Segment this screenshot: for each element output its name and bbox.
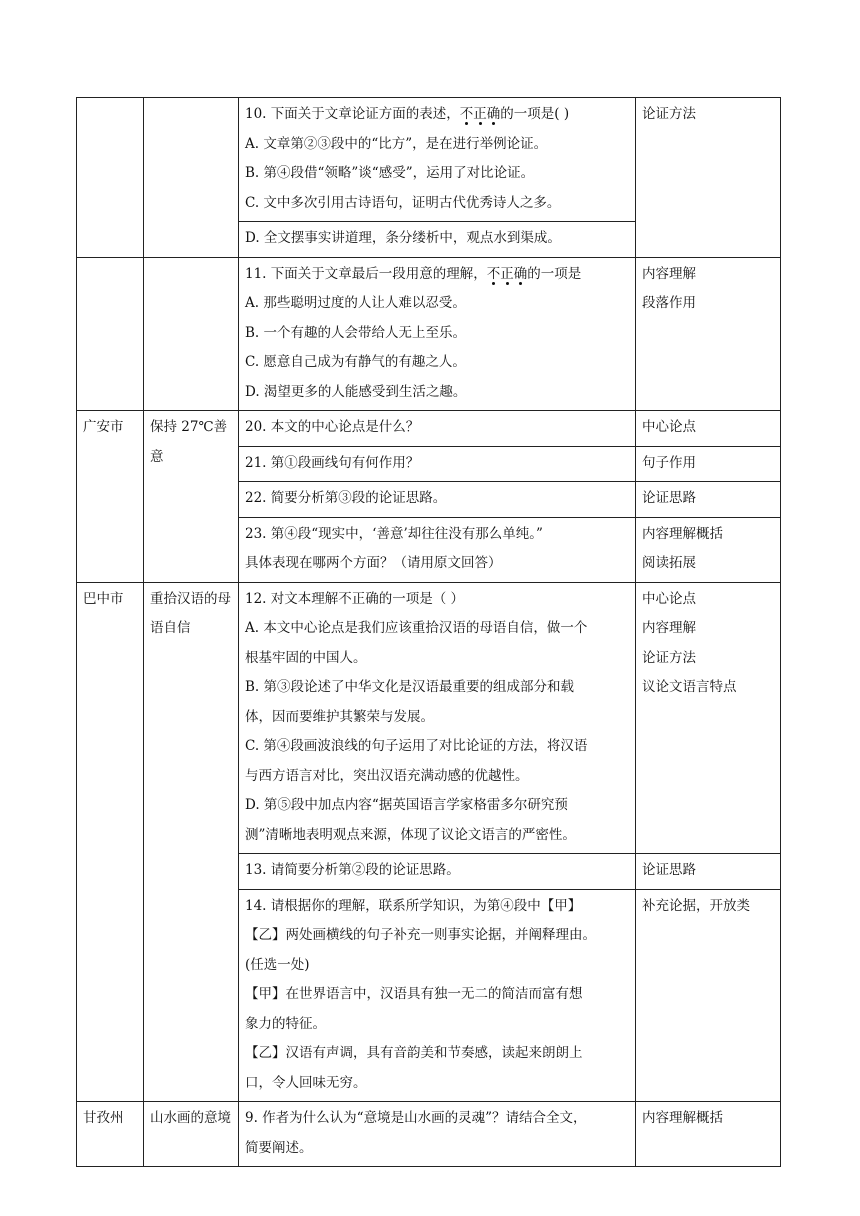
question-cell — [239, 446, 636, 482]
table-row — [77, 411, 781, 447]
city-cell: 广安市 — [77, 411, 144, 583]
skill-tag: 议论文语言特点 — [642, 679, 737, 695]
emphasis-dotted-text: 不正确 — [486, 265, 528, 282]
tag-cell — [636, 854, 781, 890]
tag-cell — [636, 446, 781, 482]
question-cell — [239, 582, 636, 854]
skill-tag: 内容理解概括 — [642, 525, 723, 542]
skill-tag: 论证思路 — [642, 862, 696, 878]
exam-analysis-table — [76, 97, 781, 1167]
city-cell: 巴中市 — [77, 582, 144, 1102]
article-title-cell: 山水画的意境 — [144, 1102, 239, 1167]
skill-tag: 中心论点 — [642, 419, 696, 435]
title-cell — [144, 98, 239, 258]
question-cell: 10. 下面关于文章论证方面的表述，不正确的一项是( ) A. 文章第②③段中的“比方”，是在进行举例论证。 B. 第④段借“领略”谈“感受”，运用了对比论证。 C. 文中多次引用古诗语句，证明古代优秀诗人之多。 — [239, 98, 636, 222]
question-text: D. 第⑤段中加点内容“据英国语言学家格雷多尔研究预 — [245, 797, 568, 813]
city-cell — [77, 257, 144, 411]
question-text: A. 本文中心论点是我们应该重拾汉语的母语自信，做一个 — [245, 620, 588, 636]
question-text: 【乙】汉语有声调，具有音韵美和节奏感，读起来朗朗上 — [245, 1045, 583, 1061]
city-cell — [77, 98, 144, 258]
tag-cell — [636, 1102, 781, 1167]
emphasis-dotted-text: 不正确 — [459, 106, 501, 122]
question-cell: 11. 下面关于文章最后一段用意的理解，不正确的一项是 A. 那些聪明过度的人让人难以忍受。 B. 一个有趣的人会带给人无上至乐。 C. 愿意自己成为有静气的有趣之人。 D. 渴望更多的人能感受到生活之趣。 — [239, 257, 636, 411]
question-cell — [239, 411, 636, 447]
question-text: 13. 请简要分析第②段的论证思路。 — [245, 862, 460, 878]
question-text: (任选一处) — [245, 956, 310, 973]
question-text: 12. 对文本理解不正确的一项是（ ） — [245, 590, 465, 607]
tag-cell: 论证方法 — [636, 98, 781, 258]
question-text: 根基牢固的中国人。 — [245, 649, 367, 666]
question-cell — [239, 889, 636, 1102]
question-text: 与西方语言对比，突出汉语充满动感的优越性。 — [245, 767, 529, 784]
question-cell — [239, 854, 636, 890]
question-text: 9. 作者为什么认为“意境是山水画的灵魂”？请结合全文， — [245, 1110, 587, 1126]
question-text: 体，因而要维护其繁荣与发展。 — [245, 708, 434, 725]
article-title-cell: 重拾汉语的母语自信 — [144, 582, 239, 1102]
tag-cell — [636, 889, 781, 1102]
title-cell — [144, 257, 239, 411]
skill-tag: 中心论点 — [642, 590, 696, 607]
table-row — [77, 257, 781, 411]
skill-tag: 论证思路 — [642, 490, 696, 506]
tag-cell — [636, 582, 781, 854]
skill-tag: 句子作用 — [642, 454, 696, 471]
table-row — [77, 1102, 781, 1167]
skill-tag: 内容理解 — [642, 620, 696, 636]
table-row — [77, 98, 781, 222]
table-row — [77, 582, 781, 854]
question-cell — [239, 1102, 636, 1167]
skill-tag: 阅读拓展 — [642, 555, 696, 571]
question-text: 简要阐述。 — [245, 1139, 313, 1156]
skill-tag: 内容理解概括 — [642, 1110, 723, 1126]
question-text: 象力的特征。 — [245, 1015, 326, 1032]
question-text: B. 第③段论述了中华文化是汉语最重要的组成部分和载 — [245, 679, 575, 695]
question-cell — [239, 517, 636, 582]
question-text: 测”清晰地表明观点来源，体现了议论文语言的严密性。 — [245, 826, 576, 843]
article-title-cell: 保持 27℃善意 — [144, 411, 239, 583]
question-text: 21. 第①段画线句有何作用？ — [245, 454, 420, 471]
question-text: 22. 简要分析第③段的论证思路。 — [245, 490, 447, 506]
question-cell: D. 全文摆事实讲道理，条分缕析中，观点水到渠成。 — [239, 222, 636, 258]
question-text: 具体表现在哪两个方面？（请用原文回答） — [245, 555, 502, 571]
question-text: 20. 本文的中心论点是什么？ — [245, 419, 420, 435]
question-text: 23. 第④段“现实中，‘善意’却往往没有那么单纯。” — [245, 525, 543, 542]
question-text: 14. 请根据你的理解，联系所学知识，为第④段中【甲】 — [245, 897, 582, 914]
tag-cell — [636, 517, 781, 582]
tag-cell: 内容理解 段落作用 — [636, 257, 781, 411]
question-text: 口，令人回味无穷。 — [245, 1074, 367, 1091]
skill-tag: 补充论据，开放类 — [642, 897, 750, 914]
question-cell — [239, 482, 636, 518]
city-cell: 甘孜州 — [77, 1102, 144, 1167]
tag-cell — [636, 482, 781, 518]
tag-cell — [636, 411, 781, 447]
skill-tag: 论证方法 — [642, 649, 696, 666]
question-text: 【乙】两处画横线的句子补充一则事实论据，并阐释理由。 — [245, 927, 596, 943]
question-text: C. 第④段画波浪线的句子运用了对比论证的方法，将汉语 — [245, 738, 588, 754]
question-text: 【甲】在世界语言中，汉语具有独一无二的简洁而富有想 — [245, 986, 583, 1002]
